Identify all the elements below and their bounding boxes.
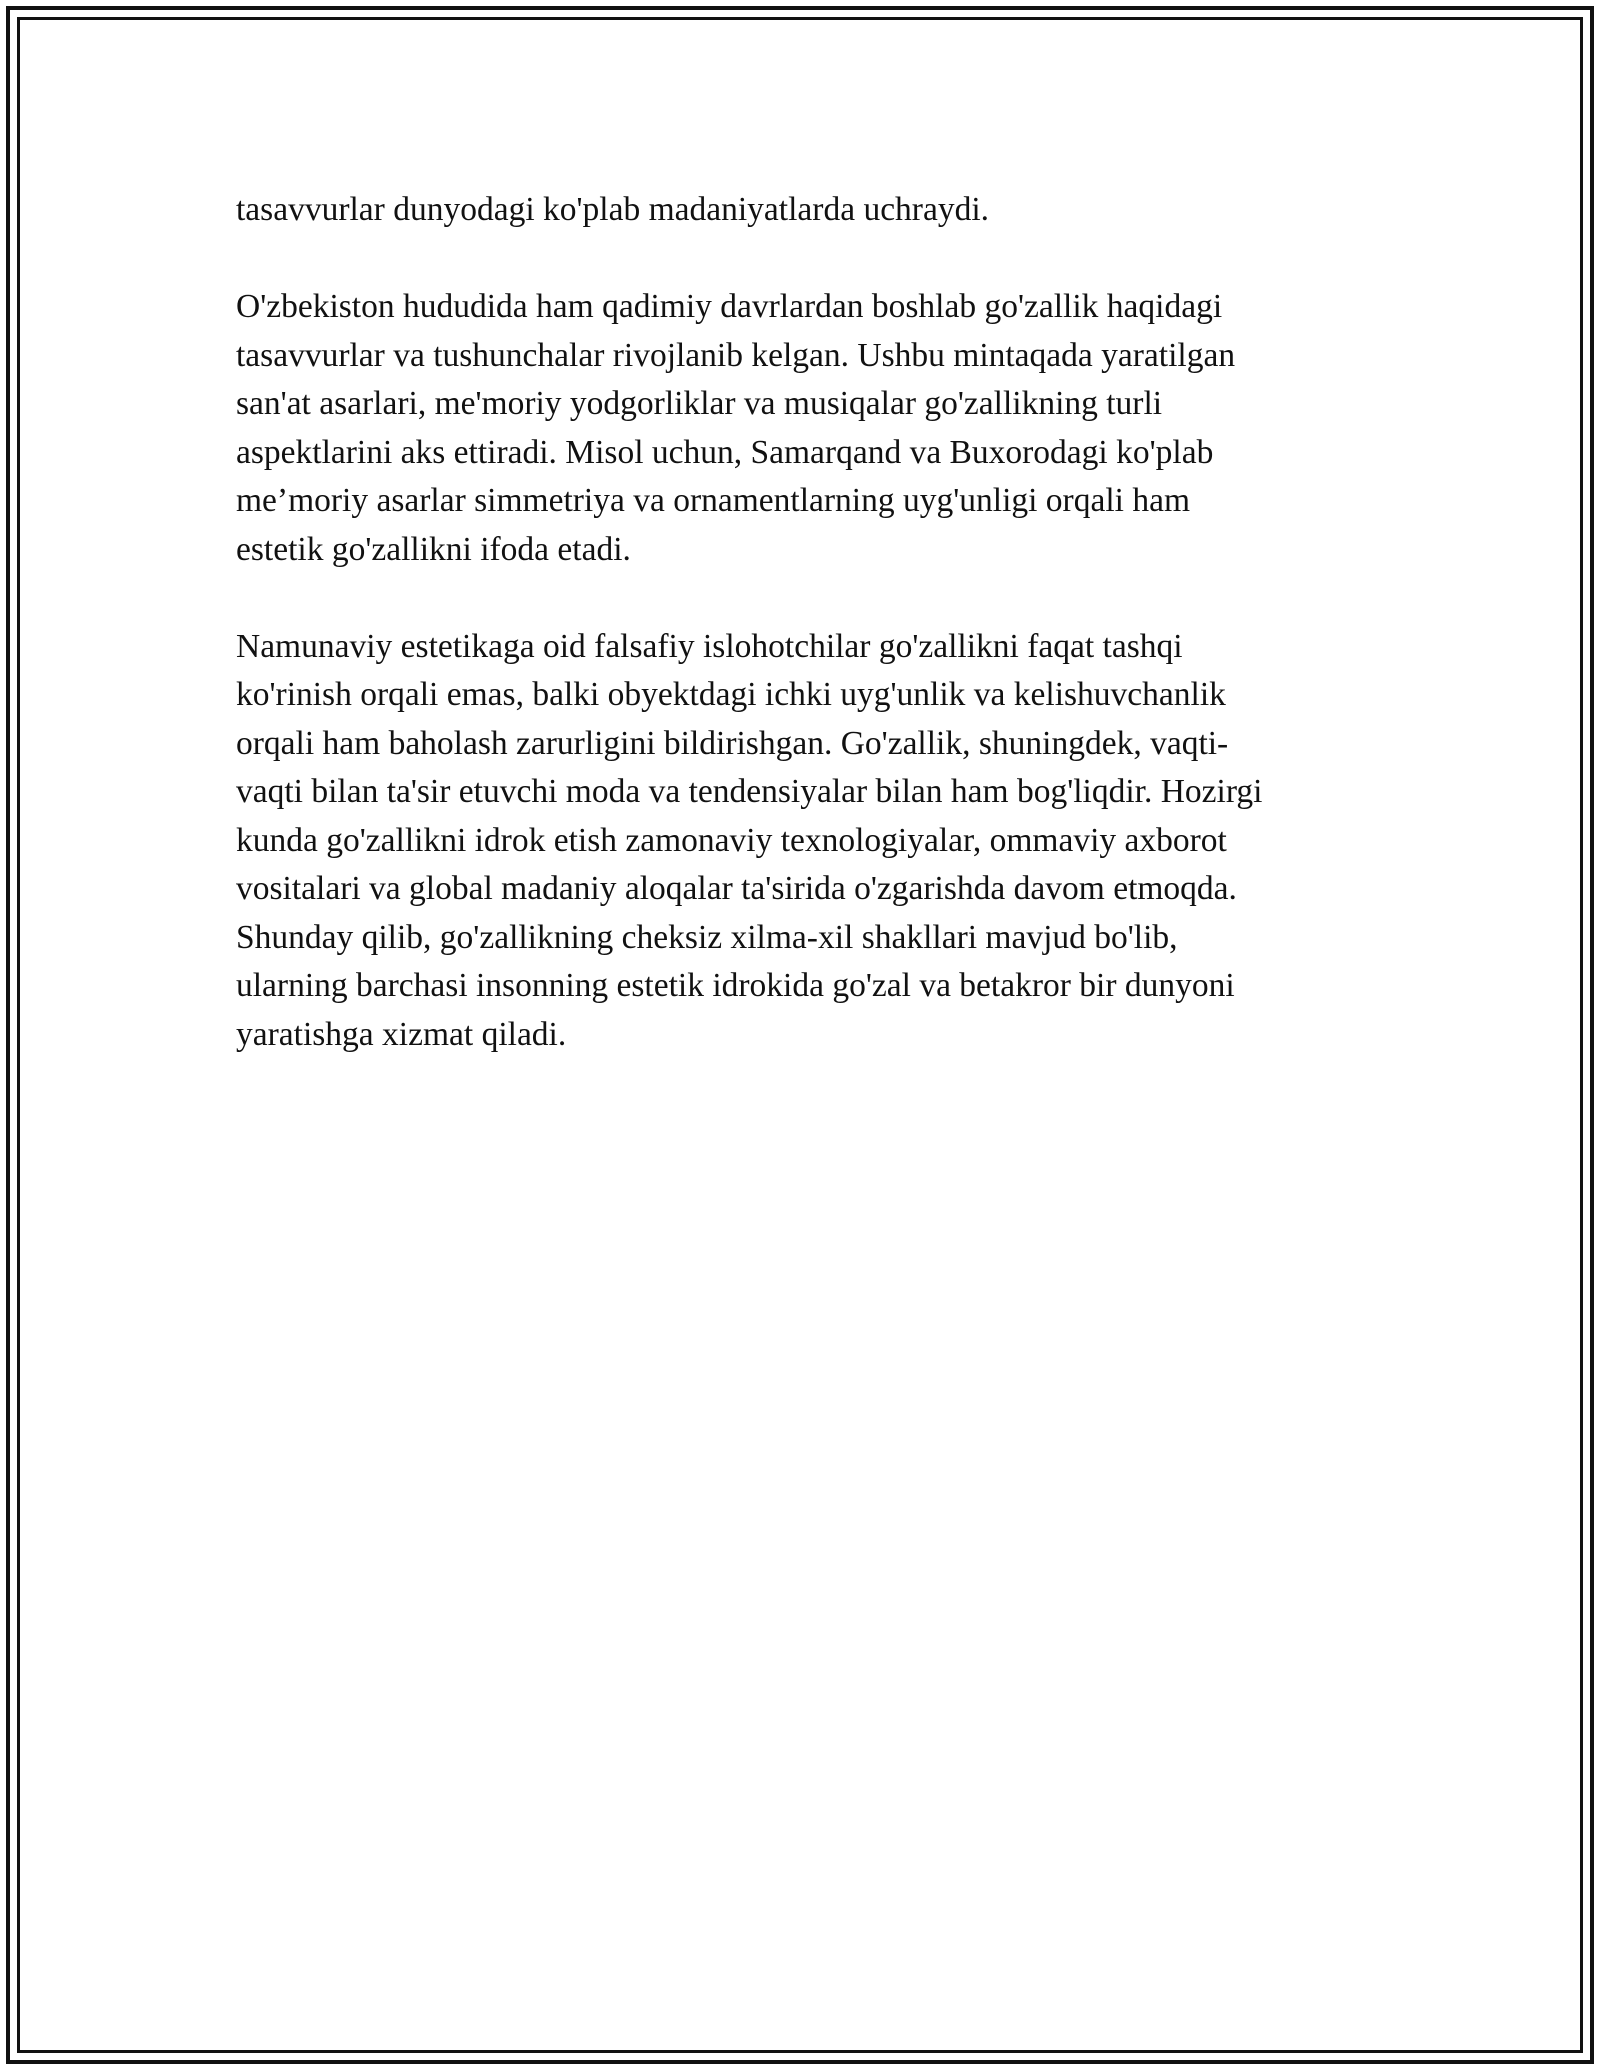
- text-line: yaratishga xizmat qiladi.: [236, 1015, 567, 1053]
- text-line: tasavvurlar va tushunchalar rivojlanib kelgan. Ushbu mintaqada yaratilgan: [236, 336, 1236, 374]
- text-line: san'at asarlari, me'moriy yodgorliklar va musiqalar go'zallikning turli: [236, 385, 1163, 422]
- text-line: orqali ham baholash zarurligini bildirishgan. Go'zallik, shuningdek, vaqti-: [236, 724, 1229, 762]
- text-line: O'zbekiston hududida ham qadimiy davrlardan boshlab go'zallik haqidagi: [236, 288, 1223, 325]
- text-line: kunda go'zallikni idrok etish zamonaviy texnologiyalar, ommaviy axborot: [236, 821, 1227, 859]
- text-line: Shunday qilib, go'zallikning cheksiz xilma-xil shakllari mavjud bo'lib,: [236, 918, 1178, 956]
- text-line: tasavvurlar dunyodagi ko'plab madaniyatlarda uchraydi.: [236, 191, 990, 228]
- document-body: [236, 186, 1386, 1108]
- text-line: ularning barchasi insonning estetik idrokida go'zal va betakror bir dunyoni: [236, 967, 1235, 1004]
- paragraph-3: [236, 623, 1386, 1060]
- text-line: estetik go'zallikni ifoda etadi.: [236, 530, 631, 568]
- text-line: ko'rinish orqali emas, balki obyektdagi ichki uyg'unlik va kelishuvchanlik: [236, 676, 1226, 713]
- paragraph-2: [236, 283, 1386, 574]
- text-line: aspektlarini aks ettiradi. Misol uchun, Samarqand va Buxorodagi ko'plab: [236, 433, 1214, 471]
- paragraph-1: [236, 186, 1386, 235]
- text-line: me’moriy asarlar simmetriya va ornamentlarning uyg'unligi orqali ham: [236, 482, 1190, 519]
- text-line: vaqti bilan ta'sir etuvchi moda va tendensiyalar bilan ham bog'liqdir. Hozirgi: [236, 773, 1263, 810]
- text-line: vositalari va global madaniy aloqalar ta'sirida o'zgarishda davom etmoqda.: [236, 870, 1237, 907]
- text-line: Namunaviy estetikaga oid falsafiy islohotchilar go'zallikni faqat tashqi: [236, 627, 1183, 665]
